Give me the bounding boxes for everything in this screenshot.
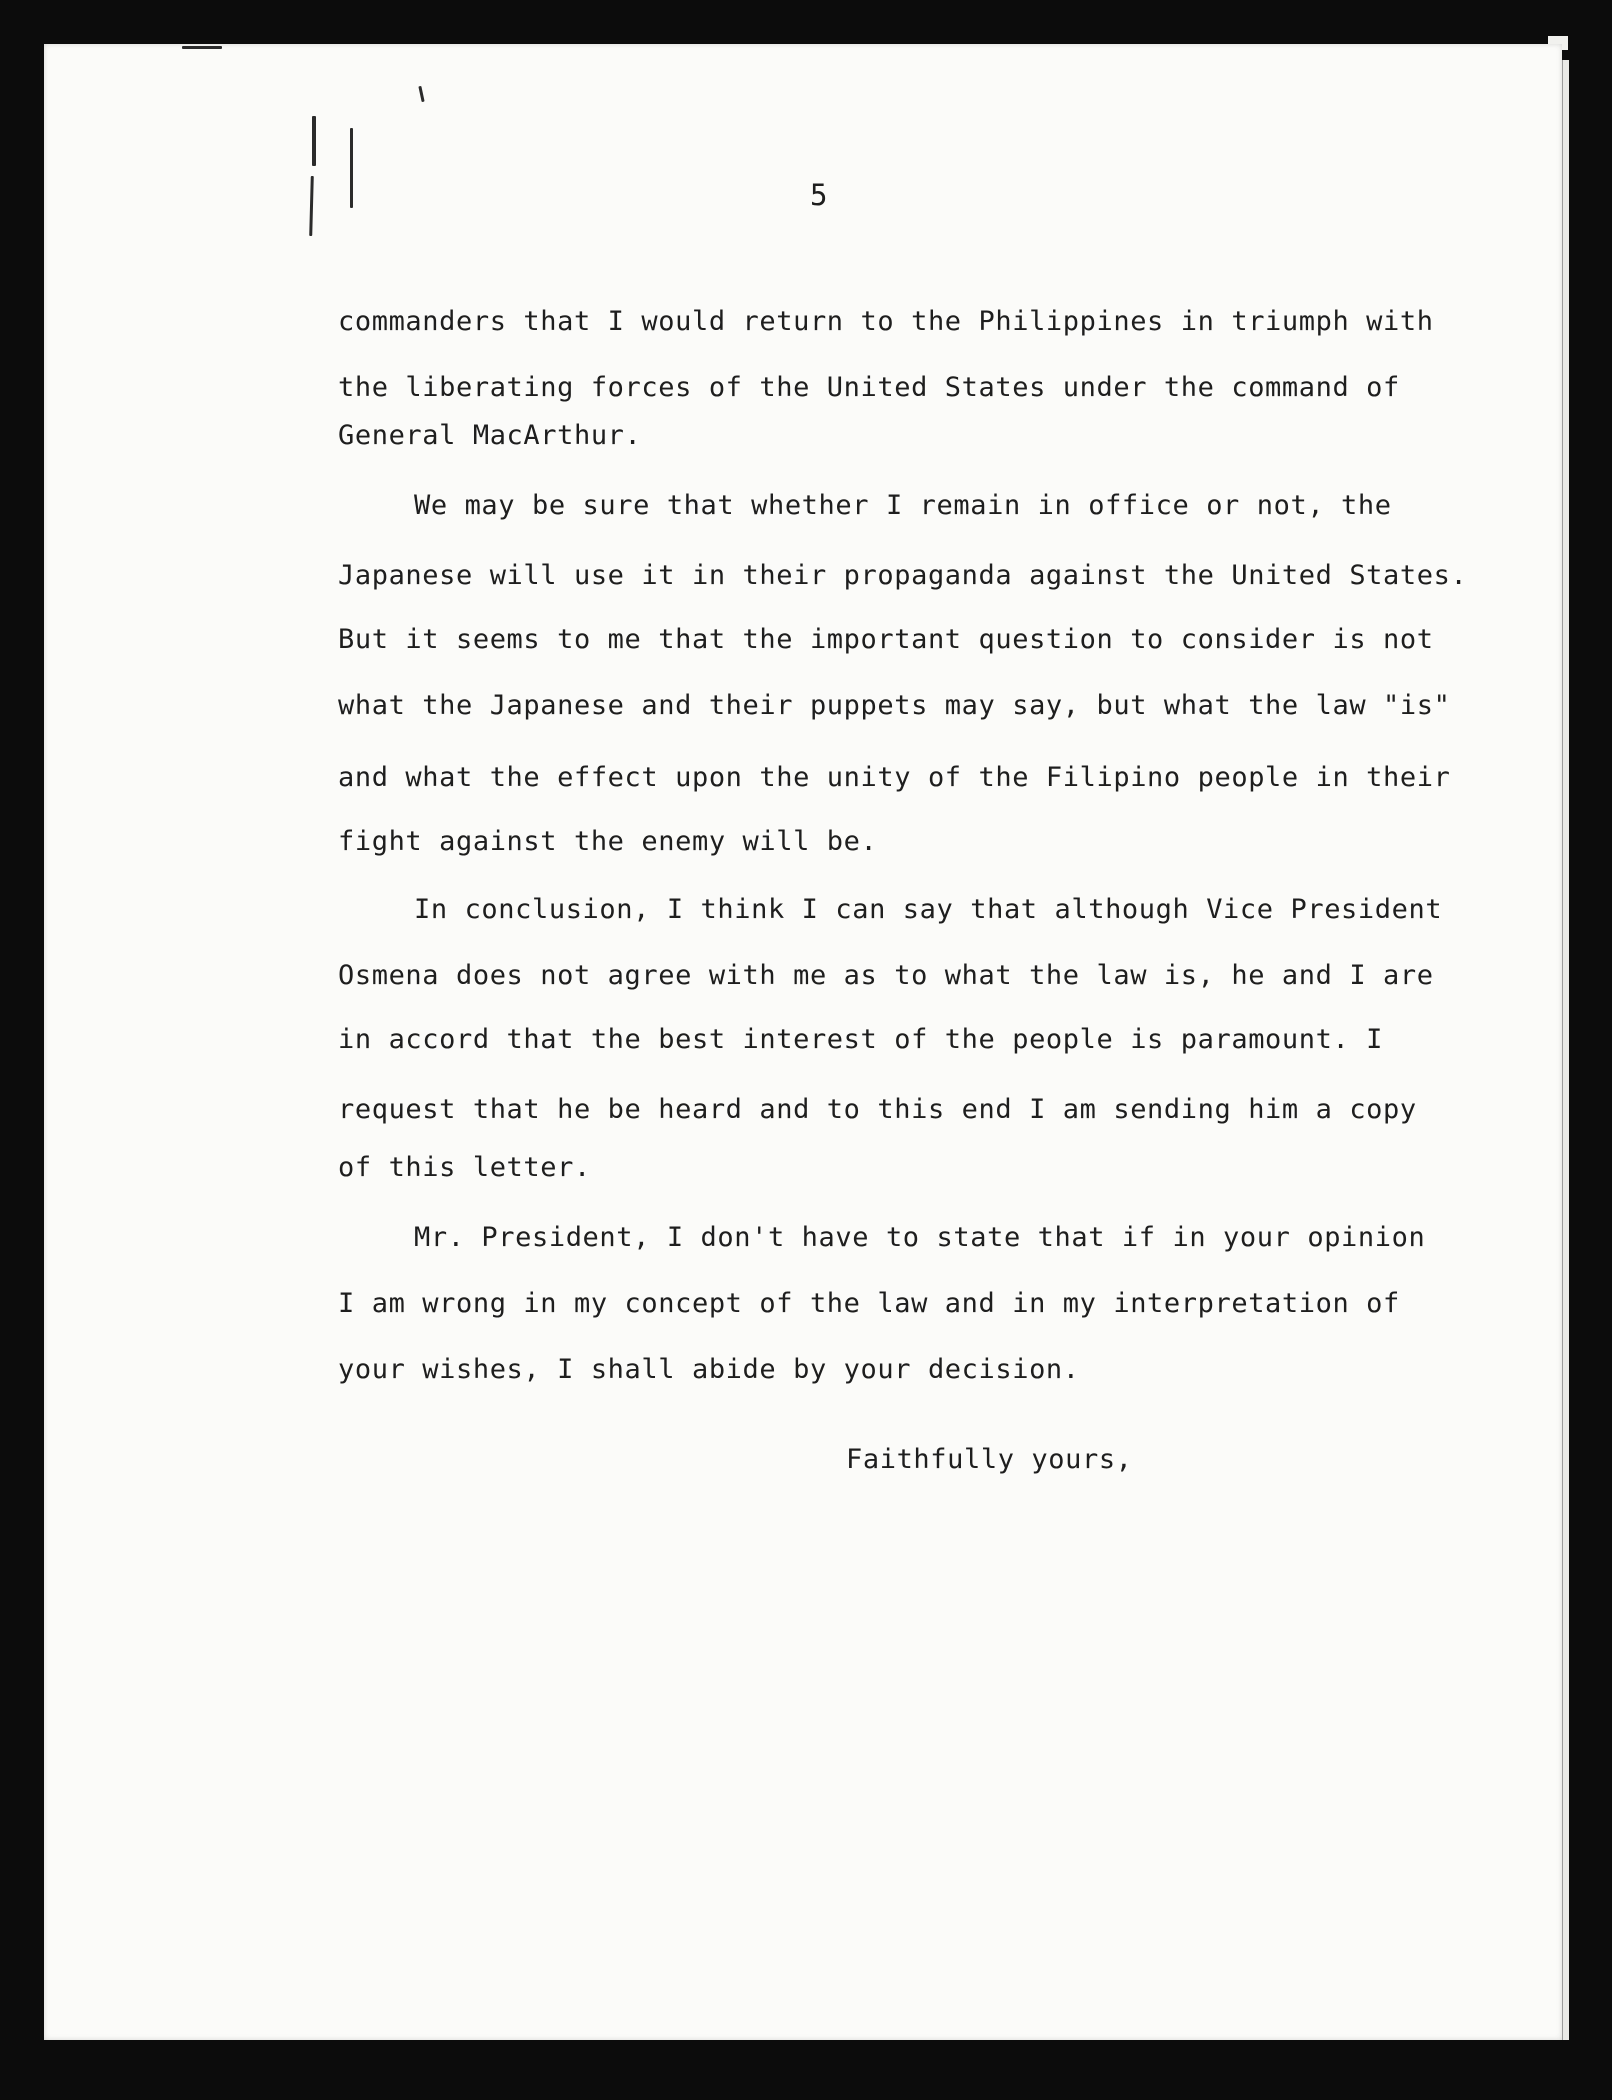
text-line: what the Japanese and their puppets may say, but what the law "is" bbox=[338, 690, 1451, 721]
text-line: in accord that the best interest of the people is paramount. I bbox=[338, 1024, 1384, 1055]
text-line: of this letter. bbox=[338, 1152, 591, 1183]
text-line: Osmena does not agree with me as to what the law is, he and I are bbox=[338, 960, 1434, 991]
text-line: and what the effect upon the unity of the Filipino people in their bbox=[338, 762, 1451, 793]
text-line: Japanese will use it in their propaganda against the United States. bbox=[338, 560, 1468, 591]
text-line: your wishes, I shall abide by your decision. bbox=[338, 1354, 1080, 1385]
text-line: request that he be heard and to this end I am sending him a copy bbox=[338, 1094, 1417, 1125]
text-line: We may be sure that whether I remain in office or not, the bbox=[414, 490, 1392, 521]
text-line: I am wrong in my concept of the law and in my interpretation of bbox=[338, 1288, 1400, 1319]
closing-salutation: Faithfully yours, bbox=[846, 1444, 1133, 1475]
text-line: the liberating forces of the United States under the command of bbox=[338, 372, 1400, 403]
page-number: 5 bbox=[810, 178, 829, 212]
text-line: Mr. President, I don't have to state that if in your opinion bbox=[414, 1222, 1426, 1253]
text-line: General MacArthur. bbox=[338, 420, 642, 451]
text-line: fight against the enemy will be. bbox=[338, 826, 878, 857]
text-line: But it seems to me that the important question to consider is not bbox=[338, 624, 1434, 655]
text-line: commanders that I would return to the Philippines in triumph with bbox=[338, 306, 1434, 337]
text-line: In conclusion, I think I can say that although Vice President bbox=[414, 894, 1443, 925]
